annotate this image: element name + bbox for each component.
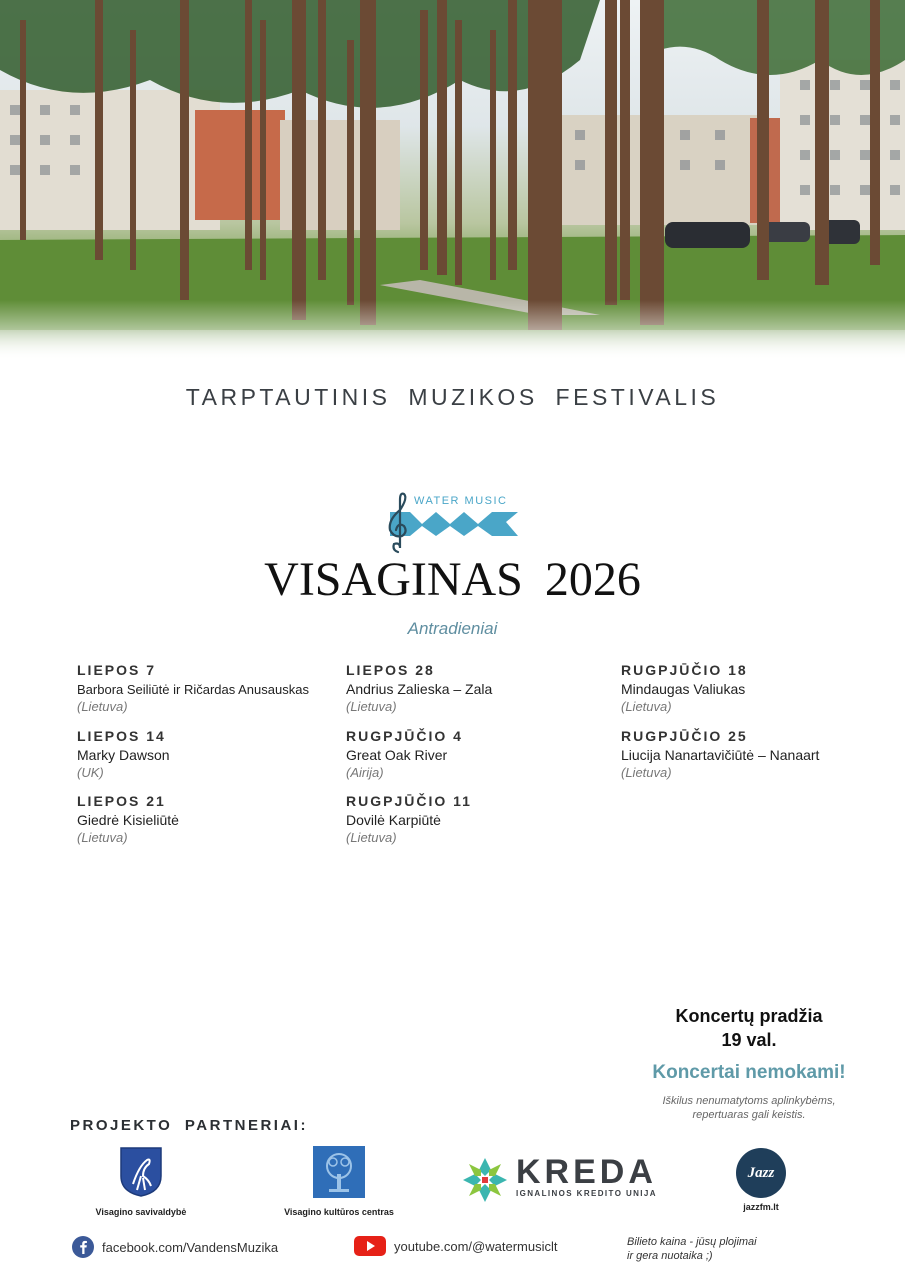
youtube-text: youtube.com/@watermusiclt — [394, 1238, 558, 1254]
partner-culture-centre — [278, 1146, 400, 1217]
event-country: (UK) — [77, 764, 104, 780]
schedule-column-1 — [77, 660, 337, 857]
event-item — [77, 660, 337, 726]
festival-subtitle: TARPTAUTINIS MUZIKOS FESTIVALIS — [185, 384, 720, 410]
event-country: (Lietuva) — [621, 699, 672, 714]
event-date: RUGPJŪČIO 18 — [621, 662, 748, 678]
facebook-icon — [72, 1236, 94, 1258]
kreda-logo-text: KREDA — [516, 1153, 657, 1191]
event-item — [621, 726, 891, 792]
partner-municipality — [80, 1146, 202, 1217]
event-date: LIEPOS 14 — [77, 727, 166, 744]
hero-photo — [0, 0, 905, 360]
event-country: (Lietuva) — [621, 764, 672, 780]
kreda-subtitle: IGNALINOS KREDITO UNIJA — [516, 1189, 657, 1198]
days-label: Antradieniai — [407, 619, 498, 638]
free-label: Koncertai nemokami! — [652, 1062, 846, 1083]
event-date: RUGPJŪČIO 11 — [346, 793, 472, 809]
note-line-2: repertuaras gali keistis. — [692, 1109, 806, 1121]
event-artist: Marky Dawson — [77, 746, 170, 763]
note-line-1: Iškilus nenumatytoms aplinkybėms, — [662, 1095, 836, 1107]
event-date: RUGPJŪČIO 25 — [621, 727, 748, 744]
event-country: (Lietuva) — [346, 830, 397, 845]
partner-jazzfm — [720, 1148, 802, 1212]
event-country: (Lietuva) — [77, 699, 128, 714]
tree-emblem-icon — [313, 1146, 365, 1198]
event-date: RUGPJŪČIO 4 — [346, 727, 463, 744]
schedule-column-3 — [621, 660, 891, 791]
concert-start — [640, 1004, 858, 1052]
event-date: LIEPOS 21 — [77, 793, 166, 809]
municipality-label: Visagino savivaldybė — [95, 1207, 187, 1217]
event-artist: Barbora Seiliūtė ir Ričardas Anusauskas — [77, 682, 309, 697]
event-country: (Airija) — [346, 764, 384, 780]
event-artist: Great Oak River — [346, 746, 448, 763]
ticket-line-2: ir gera nuotaika ;) — [627, 1250, 713, 1262]
start-line-2: 19 val. — [721, 1030, 777, 1050]
logo-text: WATER MUSIC — [414, 495, 508, 507]
start-line-1: Koncertų pradžia — [675, 1006, 823, 1026]
event-item — [346, 726, 606, 792]
page-title: VISAGINAS 2026 — [264, 553, 641, 606]
crane-emblem-icon — [119, 1146, 163, 1198]
event-country: (Lietuva) — [77, 830, 128, 845]
youtube-link[interactable] — [354, 1236, 557, 1256]
jazz-logo — [736, 1148, 786, 1198]
snowflake-icon — [462, 1157, 508, 1203]
ticket-line-1: Bilieto kaina - jūsų plojimai — [627, 1236, 757, 1248]
jazz-logo-text: Jazz — [747, 1164, 775, 1181]
partners-title: PROJEKTO PARTNERIAI: — [70, 1117, 308, 1134]
jazzfm-label: jazzfm.lt — [743, 1202, 779, 1212]
culture-centre-label: Visagino kultūros centras — [284, 1207, 394, 1217]
youtube-icon — [354, 1236, 386, 1256]
facebook-text: facebook.com/VandensMuzika — [102, 1239, 279, 1255]
event-item — [346, 660, 606, 726]
change-note — [630, 1094, 868, 1122]
event-item — [346, 791, 606, 857]
ticket-note — [627, 1235, 757, 1263]
hero-fade — [0, 300, 905, 360]
event-country: (Lietuva) — [346, 699, 397, 714]
event-artist: Liucija Nanartavičiūtė – Nanaart — [621, 746, 820, 763]
event-date: LIEPOS 28 — [346, 662, 435, 678]
wave-shape — [390, 512, 518, 536]
event-artist: Mindaugas Valiukas — [621, 681, 746, 697]
event-date: LIEPOS 7 — [77, 662, 157, 678]
event-item — [77, 726, 337, 792]
event-artist: Andrius Zalieska – Zala — [346, 681, 493, 697]
schedule-column-2 — [346, 660, 606, 857]
event-item — [621, 660, 891, 726]
event-item — [77, 791, 337, 857]
event-artist: Dovilė Karpiūtė — [346, 812, 441, 828]
event-artist: Giedrė Kisieliūtė — [77, 812, 179, 828]
facebook-link[interactable] — [72, 1236, 278, 1258]
